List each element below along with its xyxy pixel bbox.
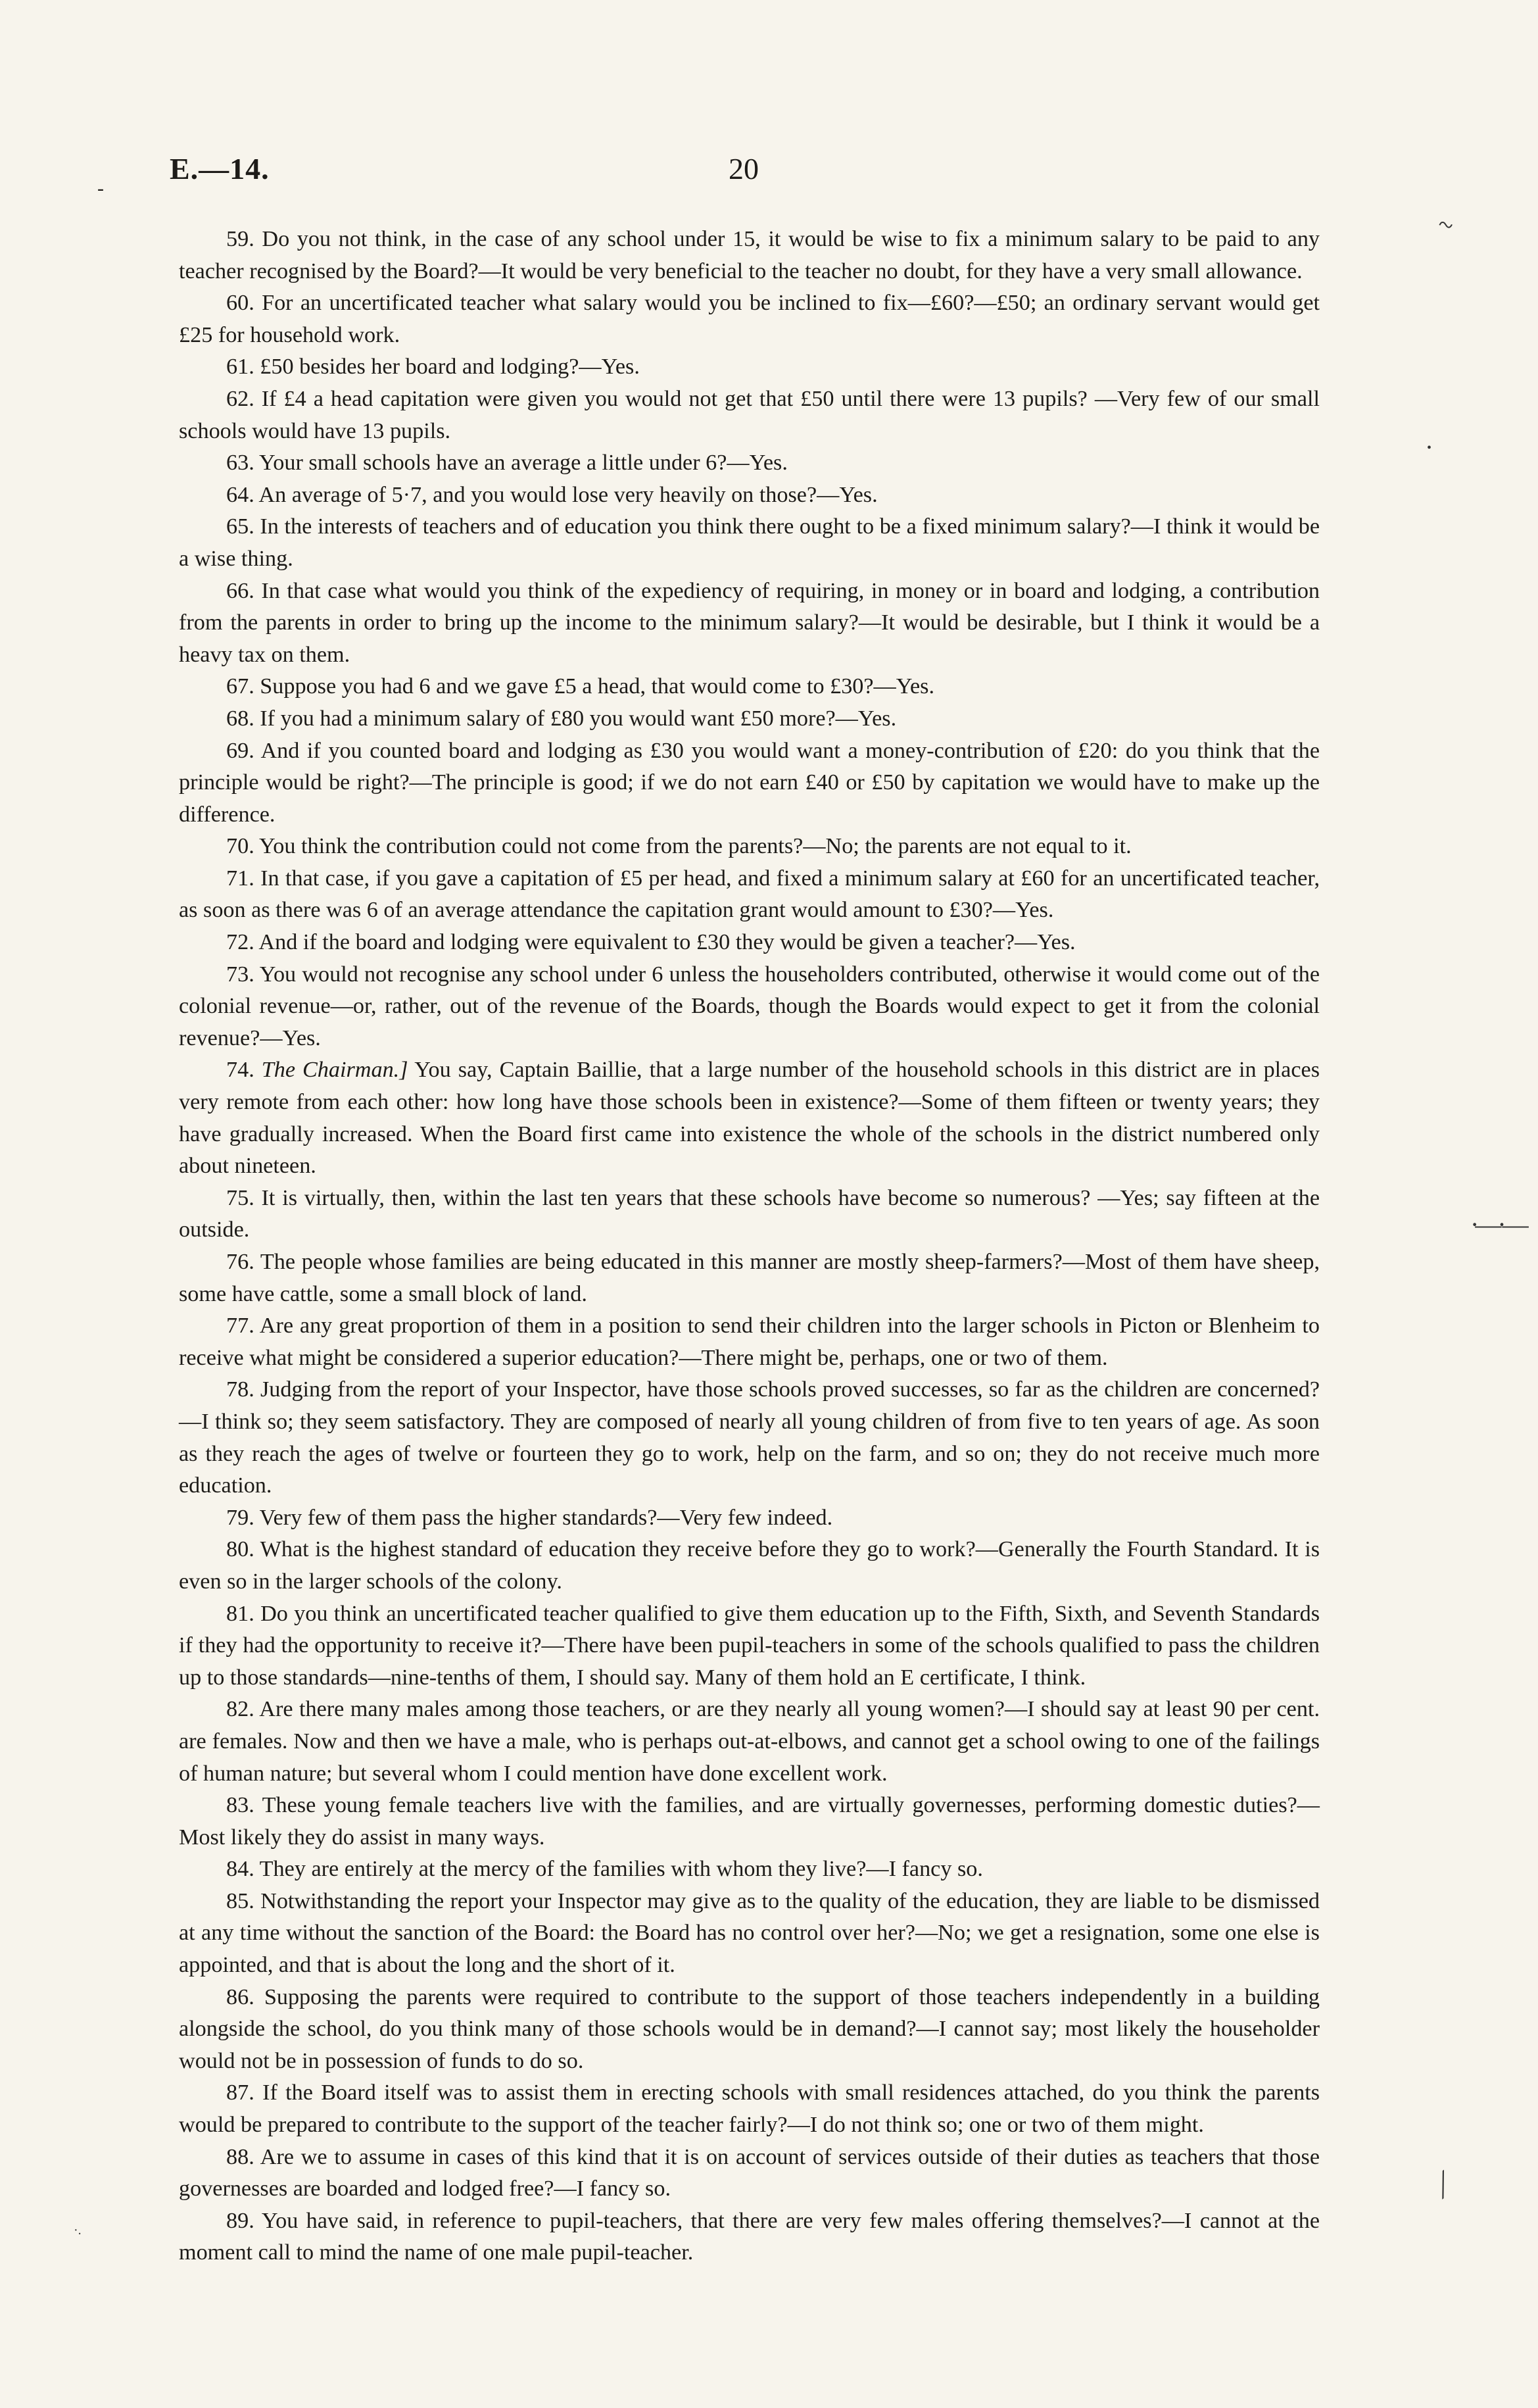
entry-70: 70. You think the contribution could not come from the parents?—No; the parents are not equal to it. <box>226 834 1132 859</box>
entry-86: 86. Supposing the parents were required to contribute to the support of those teachers independently in a building alongside the school, do you think many of those schools would be in demand?—I cannot say; most likely the householder would not be in possession of funds to do so. <box>179 1984 1320 2073</box>
margin-dash-mark: ·—·— <box>1470 1210 1525 1239</box>
entry-77: 77. Are any great proportion of them in a position to send their children into the larger schools in Picton or Blenheim to receive what might be considered a superior education?—There might be, perhaps, one or two of them. <box>179 1314 1320 1370</box>
entry-59: 59. Do you not think, in the case of any school under 15, it would be wise to fix a minimum salary to be paid to any teacher recognised by the Board?—It would be very beneficial to the teacher no doubt, for they have a very small allowance. <box>179 227 1320 283</box>
entry-80: 80. What is the highest standard of education they receive before they go to work?—Generally the Fourth Standard. It is even so in the larger schools of the colony. <box>179 1537 1320 1594</box>
document-reference: E.—14. <box>170 152 270 185</box>
entry-61: 61. £50 besides her board and lodging?—Yes. <box>226 355 640 380</box>
entry-67: 67. Suppose you had 6 and we gave £5 a head, that would come to £30?—Yes. <box>226 674 935 699</box>
entry-63: 63. Your small schools have an average a little under 6?—Yes. <box>226 451 788 476</box>
page-number: 20 <box>729 152 759 185</box>
entry-60: 60. For an uncertificated teacher what salary would you be inclined to fix—£60?—£50; an ordinary servant would get £25 for household work. <box>179 291 1320 347</box>
entry-76: 76. The people whose families are being educated in this manner are mostly sheep-farmers?—Most of them have sheep, some have cattle, some a small block of land. <box>179 1250 1320 1306</box>
entry-84: 84. They are entirely at the mercy of the families with whom they live?—I fancy so. <box>226 1857 983 1882</box>
entry-88: 88. Are we to assume in cases of this kind that it is on account of services outside of their duties as teachers that those governesses are boarded and lodged free?—I fancy so. <box>179 2144 1320 2201</box>
entry-64: 64. An average of 5·7, and you would lose very heavily on those?—Yes. <box>226 482 878 507</box>
entry-89: 89. You have said, in reference to pupil-teachers, that there are very few males offering themselves?—I cannot at the moment call to mind the name of one male pupil-teacher. <box>179 2208 1320 2265</box>
entry-81: 81. Do you think an uncertificated teacher qualified to give them education up to the Fifth, Sixth, and Seventh Standards if they had the opportunity to receive it?—There have been pupil-teachers in some of the schools qualified to pass the children up to those standards—nine-tenths of them, I should say. Many of them hold an E certificate, I think. <box>179 1601 1320 1690</box>
entry-85: 85. Notwithstanding the report your Inspector may give as to the quality of the education, they are liable to be dismissed at any time without the sanction of the Board: the Board has no control over her?—No; we get a resignation, some one else is appointed, and that is about the long and the short of it. <box>179 1888 1320 1978</box>
entry-74: 74. The Chairman.] You say, Captain Baillie, that a large number of the household schools in this district are in places very remote from each other: how long have those schools been in existence?—Some of them fifteen or twenty years; they have gradually increased. When the Board first came into existence the whole of the schools in the district numbered only about nineteen. <box>179 1058 1320 1179</box>
speaker-label: The Chairman.] <box>261 1058 408 1083</box>
margin-pencil-mark: ~ <box>1434 208 1458 241</box>
entry-72: 72. And if the board and lodging were equivalent to £30 they would be given a teacher?—Yes. <box>226 930 1076 955</box>
entry-75: 75. It is virtually, then, within the last ten years that these schools have become so numerous? —Yes; say fifteen at the outside. <box>179 1185 1320 1242</box>
margin-dot: • <box>1427 441 1432 455</box>
entry-66: 66. In that case what would you think of the expediency of requiring, in money or in board and lodging, a contribution from the parents in order to bring up the income to the minimum salary?—It would be desirable, but I think it would be a heavy tax on them. <box>179 578 1320 667</box>
margin-pencil-stroke: ⁄ <box>1429 2166 1457 2203</box>
entry-82: 82. Are there many males among those teachers, or are they nearly all young women?—I should say at least 90 per cent. are females. Now and then we have a male, who is perhaps out-at-elbows, and cannot get a school owing to one of the failings of human nature; but several whom I could mention have done excellent work. <box>179 1697 1320 1786</box>
entry-71: 71. In that case, if you gave a capitation of £5 per head, and fixed a minimum salary at £60 for an uncertificated teacher, as soon as there was 6 of an average attendance the capitation grant would amount to £30?—Yes. <box>179 866 1320 923</box>
entry-79: 79. Very few of them pass the higher standards?—Very few indeed. <box>226 1505 833 1530</box>
page-header <box>0 151 1538 197</box>
margin-dash: - <box>97 178 104 199</box>
margin-speck: ·. <box>74 2223 82 2238</box>
entry-68: 68. If you had a minimum salary of £80 you would want £50 more?—Yes. <box>226 706 897 731</box>
entry-78: 78. Judging from the report of your Inspector, have those schools proved successes, so far as the children are concerned?—I think so; they seem satisfactory. They are composed of nearly all young children of from five to ten years of age. As soon as they reach the ages of twelve or fourteen they go to work, help on the farm, and so on; they do not receive much more education. <box>179 1377 1320 1498</box>
entry-87: 87. If the Board itself was to assist them in erecting schools with small residences attached, do you think the parents would be prepared to contribute to the support of the teacher fairly?—I do not think so; one or two of them might. <box>179 2080 1320 2138</box>
entry-83: 83. These young female teachers live with the families, and are virtually governesses, performing domestic duties?—Most likely they do assist in many ways. <box>179 1793 1320 1850</box>
entry-69: 69. And if you counted board and lodging as £30 you would want a money-contribution of £20: do you think that the principle would be right?—The principle is good; if we do not earn £40 or £50 by capitation we would have to make up the difference. <box>179 738 1320 827</box>
entry-65: 65. In the interests of teachers and of education you think there ought to be a fixed minimum salary?—I think it would be a wise thing. <box>179 514 1320 571</box>
entry-62: 62. If £4 a head capitation were given you would not get that £50 until there were 13 pupils? —Very few of our small schools would have 13 pupils. <box>179 386 1320 443</box>
evidence-text <box>179 224 1320 2269</box>
entry-73: 73. You would not recognise any school under 6 unless the householders contributed, otherwise it would come out of the colonial revenue—or, rather, out of the revenue of the Boards, though the Boards would expect to get it from the colonial revenue?—Yes. <box>179 962 1320 1050</box>
